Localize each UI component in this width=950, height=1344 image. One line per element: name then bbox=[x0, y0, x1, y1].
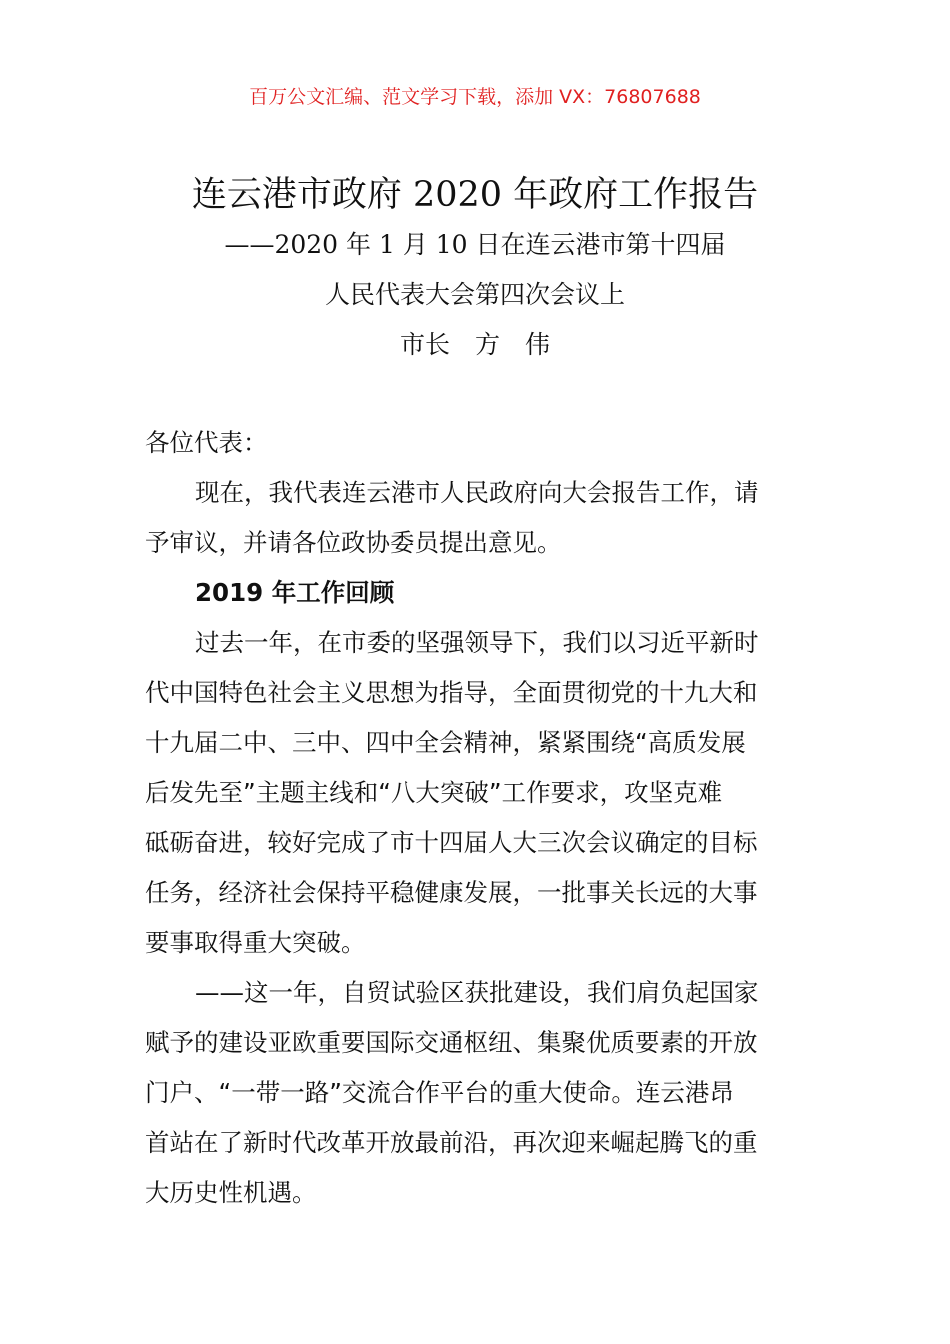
paragraph-line: 十九届二中、三中、四中全会精神，紧紧围绕“高质发展 bbox=[145, 728, 746, 757]
paragraph-line: 予审议，并请各位政协委员提出意见。 bbox=[145, 528, 562, 557]
paragraph-line: 门户、“一带一路”交流合作平台的重大使命。连云港昂 bbox=[145, 1078, 734, 1107]
subtitle-line: ——2020 年 1 月 10 日在连云港市第十四届 bbox=[224, 230, 726, 259]
document-title: 连云港市政府 2020 年政府工作报告 bbox=[191, 175, 759, 215]
paragraph-line: 任务，经济社会保持平稳健康发展，一批事关长远的大事 bbox=[145, 878, 758, 907]
paragraph-line: 要事取得重大突破。 bbox=[145, 928, 366, 957]
paragraph-line: 大历史性机遇。 bbox=[145, 1178, 317, 1207]
paragraph-line: 过去一年，在市委的坚强领导下，我们以习近平新时 bbox=[195, 628, 759, 657]
paragraph-line: 砥砺奋进，较好完成了市十四届人大三次会议确定的目标 bbox=[145, 828, 758, 857]
paragraph-line: 后发先至”主题主线和“八大突破”工作要求，攻坚克难 bbox=[145, 778, 723, 807]
paragraph-line: 现在，我代表连云港市人民政府向大会报告工作，请 bbox=[195, 478, 759, 507]
paragraph-line: 代中国特色社会主义思想为指导，全面贯彻党的十九大和 bbox=[145, 678, 758, 707]
section-heading: 2019 年工作回顾 bbox=[195, 578, 395, 607]
watermark-text: 百万公文汇编、范文学习下载，添加 VX：76807688 bbox=[249, 86, 701, 108]
subtitle-line: 人民代表大会第四次会议上 bbox=[324, 280, 625, 309]
speaker-line: 市长 方 伟 bbox=[399, 330, 550, 359]
paragraph-line: 首站在了新时代改革开放最前沿，再次迎来崛起腾飞的重 bbox=[145, 1128, 758, 1157]
paragraph-line: ——这一年，自贸试验区获批建设，我们肩负起国家 bbox=[195, 978, 759, 1007]
paragraph-line: 赋予的建设亚欧重要国际交通枢纽、集聚优质要素的开放 bbox=[145, 1028, 758, 1057]
salutation: 各位代表： bbox=[145, 428, 268, 457]
